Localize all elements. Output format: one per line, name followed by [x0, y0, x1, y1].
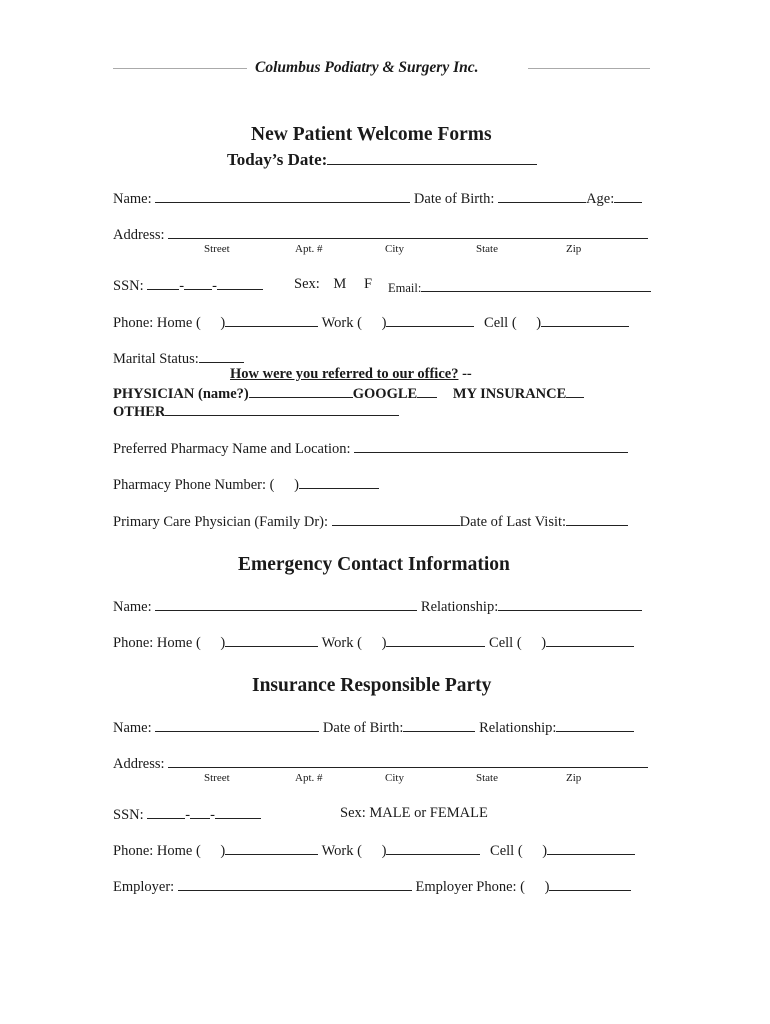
referral-dashes: -- [462, 366, 472, 382]
emergency-phone-cell-close: ) [541, 635, 547, 651]
dob-field[interactable] [498, 189, 586, 203]
phone-cell-label: Cell ( [484, 315, 517, 331]
dob-label: Date of Birth: [413, 191, 495, 207]
emergency-phone-work-field[interactable] [386, 633, 485, 647]
employer-label: Employer: [113, 879, 175, 895]
insurance-name-field[interactable] [155, 718, 319, 732]
phone-cell-close: ) [536, 315, 542, 331]
emergency-phone-cell-field[interactable] [546, 633, 634, 647]
phone-home-field[interactable] [225, 313, 318, 327]
emergency-phone-home-label: Phone: Home ( [113, 635, 201, 651]
insurance-ssn-label: SSN: [113, 807, 144, 823]
phone-work-label: Work ( [321, 315, 362, 331]
referral-question: How were you referred to our office? [230, 366, 459, 382]
age-label: Age: [586, 191, 615, 207]
employer-phone-label: Employer Phone: ( [415, 879, 526, 895]
address-sublabel-zip: Zip [566, 243, 582, 255]
marital-row [113, 349, 244, 368]
insurance-phone-home-label: Phone: Home ( [113, 843, 201, 859]
sex-label: Sex: [294, 276, 320, 292]
todays-date-field[interactable] [327, 151, 537, 165]
insurance-address-sublabel-state: State [476, 772, 498, 784]
insurance-ssn-dash-2: - [210, 807, 215, 823]
ssn-label: SSN: [113, 278, 144, 294]
phone-home-close: ) [220, 315, 226, 331]
insurance-name-row [113, 718, 634, 737]
emergency-heading: Emergency Contact Information [238, 554, 510, 575]
insurance-address-field[interactable] [168, 754, 648, 768]
insurance-relationship-field[interactable] [556, 718, 634, 732]
address-sublabel-street: Street [204, 243, 230, 255]
referral-other-label: OTHER [113, 404, 166, 420]
ssn-row [113, 276, 263, 295]
phone-home-label: Phone: Home ( [113, 315, 201, 331]
insurance-phone-cell-label: Cell ( [490, 843, 523, 859]
referral-physician-label: PHYSICIAN (name?) [113, 386, 249, 402]
name-field[interactable] [155, 189, 410, 203]
emergency-relationship-label: Relationship: [420, 599, 499, 615]
insurance-heading: Insurance Responsible Party [252, 675, 492, 696]
referral-google-label: GOOGLE [352, 386, 418, 402]
todays-date-label: Today’s Date: [227, 150, 328, 169]
employer-row [113, 877, 631, 896]
pcp-row [113, 512, 628, 531]
referral-google-field[interactable] [417, 384, 437, 398]
ssn-dash-2: - [212, 278, 217, 294]
insurance-phone-work-close: ) [381, 843, 387, 859]
patient-name-row [113, 189, 642, 208]
insurance-phone-work-label: Work ( [321, 843, 362, 859]
insurance-ssn-field-1[interactable] [147, 805, 185, 819]
emergency-phone-work-close: ) [381, 635, 387, 651]
emergency-relationship-field[interactable] [498, 597, 642, 611]
emergency-phone-home-close: ) [220, 635, 226, 651]
referral-insurance-field[interactable] [566, 384, 584, 398]
company-name: Columbus Podiatry & Surgery Inc. [255, 59, 479, 76]
insurance-phone-cell-field[interactable] [547, 841, 635, 855]
ssn-field-1[interactable] [147, 276, 179, 290]
insurance-dob-label: Date of Birth: [322, 720, 404, 736]
insurance-address-sublabel-city: City [385, 772, 404, 784]
pharmacy-row [113, 439, 628, 458]
email-label: Email: [388, 281, 422, 295]
emergency-phone-home-field[interactable] [225, 633, 318, 647]
emergency-phone-row [113, 633, 634, 652]
phone-work-close: ) [381, 315, 387, 331]
insurance-address-sublabel-street: Street [204, 772, 230, 784]
pharmacy-phone-row [113, 475, 379, 494]
emergency-phone-work-label: Work ( [321, 635, 362, 651]
todays-date-row [227, 150, 537, 170]
pharmacy-phone-close: ) [294, 477, 299, 493]
pharmacy-label: Preferred Pharmacy Name and Location: [113, 441, 351, 457]
address-sublabel-city: City [385, 243, 404, 255]
last-visit-field[interactable] [566, 512, 628, 526]
pharmacy-phone-field[interactable] [299, 475, 379, 489]
sex-row [294, 276, 372, 293]
email-field[interactable] [421, 278, 651, 292]
insurance-address-sublabel-apt: Apt. # [295, 772, 323, 784]
address-sublabel-state: State [476, 243, 498, 255]
address-label: Address: [113, 227, 165, 243]
referral-options-row [113, 384, 584, 403]
last-visit-label: Date of Last Visit: [459, 514, 567, 530]
emergency-name-field[interactable] [155, 597, 417, 611]
phone-cell-field[interactable] [541, 313, 629, 327]
ssn-dash-1: - [179, 278, 185, 294]
employer-phone-field[interactable] [549, 877, 631, 891]
insurance-address-row [113, 754, 648, 773]
pharmacy-phone-label: Pharmacy Phone Number: ( [113, 477, 275, 493]
header-rule-right [528, 68, 650, 69]
pcp-label: Primary Care Physician (Family Dr): [113, 514, 329, 530]
referral-other-field[interactable] [165, 402, 399, 416]
insurance-dob-field[interactable] [403, 718, 475, 732]
emergency-phone-cell-label: Cell ( [489, 635, 522, 651]
header-rule-left [113, 68, 247, 69]
address-row [113, 225, 648, 244]
ssn-field-2[interactable] [184, 276, 212, 290]
sex-option-f[interactable]: F [363, 276, 373, 292]
insurance-ssn-field-3[interactable] [215, 805, 261, 819]
phone-work-field[interactable] [386, 313, 474, 327]
insurance-address-label: Address: [113, 756, 165, 772]
sex-option-m[interactable]: M [333, 276, 347, 292]
emergency-name-label: Name: [113, 599, 152, 615]
pharmacy-field[interactable] [354, 439, 628, 453]
marital-field[interactable] [199, 349, 244, 363]
email-row [388, 278, 651, 296]
address-field[interactable] [168, 225, 648, 239]
form-title: New Patient Welcome Forms [251, 124, 492, 145]
employer-phone-close: ) [544, 879, 550, 895]
insurance-phone-home-close: ) [220, 843, 226, 859]
insurance-phone-row [113, 841, 635, 860]
referral-insurance-label: MY INSURANCE [452, 386, 567, 402]
address-sublabel-apt: Apt. # [295, 243, 323, 255]
insurance-phone-home-field[interactable] [225, 841, 318, 855]
insurance-name-label: Name: [113, 720, 152, 736]
emergency-name-row [113, 597, 642, 616]
pcp-field[interactable] [332, 512, 460, 526]
patient-phone-row [113, 313, 629, 332]
insurance-address-sublabel-zip: Zip [566, 772, 582, 784]
referral-physician-field[interactable] [249, 384, 353, 398]
employer-field[interactable] [178, 877, 412, 891]
marital-label: Marital Status: [113, 351, 199, 367]
referral-other-row [113, 402, 399, 421]
insurance-ssn-dash-1: - [185, 807, 191, 823]
insurance-sex-text: Sex: MALE or FEMALE [340, 805, 488, 821]
age-field[interactable] [614, 189, 642, 203]
insurance-phone-cell-close: ) [542, 843, 548, 859]
name-label: Name: [113, 191, 152, 207]
insurance-phone-work-field[interactable] [386, 841, 480, 855]
ssn-field-3[interactable] [217, 276, 263, 290]
insurance-ssn-field-2[interactable] [190, 805, 210, 819]
insurance-ssn-row [113, 805, 261, 824]
insurance-relationship-label: Relationship: [479, 720, 557, 736]
referral-question-row [230, 366, 472, 383]
